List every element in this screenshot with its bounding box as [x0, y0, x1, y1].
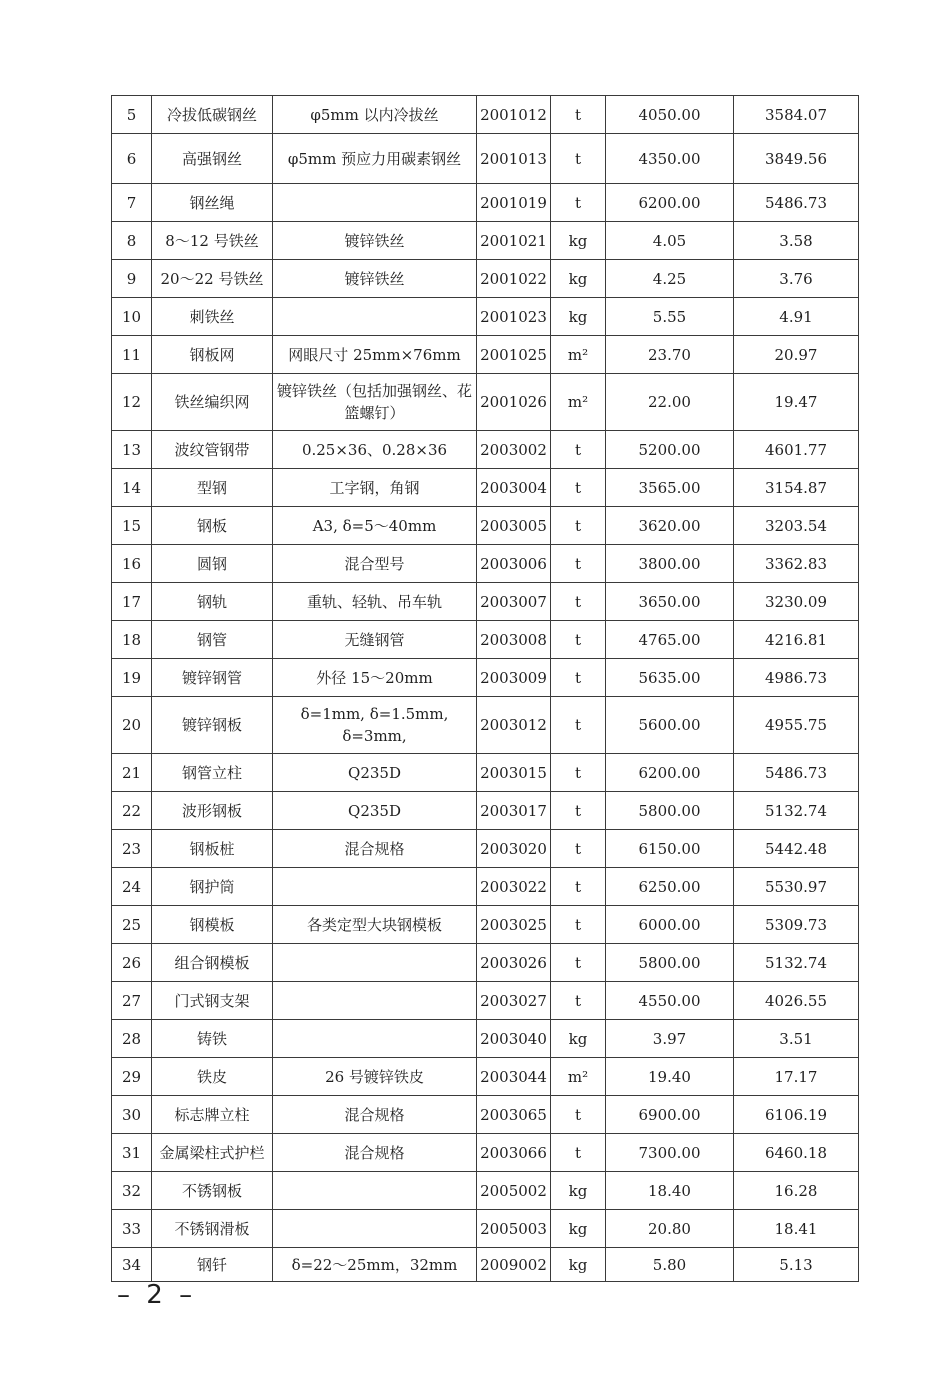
material-code-cell: 2001019 [477, 184, 551, 222]
material-spec-cell: φ5mm 预应力用碳素钢丝 [273, 134, 477, 184]
material-code-cell: 2003022 [477, 868, 551, 906]
price-excl-tax-cell: 4216.81 [734, 621, 859, 659]
price-excl-tax-cell: 5530.97 [734, 868, 859, 906]
table-row [112, 944, 859, 982]
price-excl-tax-cell: 6106.19 [734, 1096, 859, 1134]
price-incl-tax-cell: 6200.00 [606, 754, 734, 792]
material-name-cell: 铁丝编织网 [152, 374, 273, 431]
table-row [112, 1134, 859, 1172]
material-name-cell: 钢板 [152, 507, 273, 545]
table-body [112, 96, 859, 1282]
row-number-cell: 26 [112, 944, 152, 982]
material-spec-cell [273, 1210, 477, 1248]
price-excl-tax-cell: 19.47 [734, 374, 859, 431]
material-code-cell: 2001023 [477, 298, 551, 336]
row-number-cell: 17 [112, 583, 152, 621]
material-name-cell: 金属梁柱式护栏 [152, 1134, 273, 1172]
table-row [112, 374, 859, 431]
unit-cell: t [551, 1096, 606, 1134]
material-name-cell: 镀锌钢板 [152, 697, 273, 754]
price-excl-tax-cell: 5486.73 [734, 754, 859, 792]
material-code-cell: 2001013 [477, 134, 551, 184]
row-number-cell: 19 [112, 659, 152, 697]
row-number-cell: 16 [112, 545, 152, 583]
material-name-cell: 镀锌钢管 [152, 659, 273, 697]
material-name-cell: 20～22 号铁丝 [152, 260, 273, 298]
material-spec-cell: 混合型号 [273, 545, 477, 583]
unit-cell: kg [551, 1248, 606, 1282]
material-code-cell: 2005002 [477, 1172, 551, 1210]
unit-cell: t [551, 754, 606, 792]
price-incl-tax-cell: 6000.00 [606, 906, 734, 944]
material-spec-cell: 无缝钢管 [273, 621, 477, 659]
table-row [112, 545, 859, 583]
material-spec-cell: 混合规格 [273, 830, 477, 868]
table-row [112, 336, 859, 374]
material-spec-cell: 混合规格 [273, 1134, 477, 1172]
table-row [112, 697, 859, 754]
material-name-cell: 钢板桩 [152, 830, 273, 868]
price-incl-tax-cell: 3800.00 [606, 545, 734, 583]
table-row [112, 1248, 859, 1282]
material-code-cell: 2003008 [477, 621, 551, 659]
material-name-cell: 钢管立柱 [152, 754, 273, 792]
table-row [112, 621, 859, 659]
material-spec-cell [273, 944, 477, 982]
table-row [112, 659, 859, 697]
material-code-cell: 2001026 [477, 374, 551, 431]
row-number-cell: 14 [112, 469, 152, 507]
unit-cell: t [551, 545, 606, 583]
material-name-cell: 冷拔低碳钢丝 [152, 96, 273, 134]
row-number-cell: 23 [112, 830, 152, 868]
row-number-cell: 11 [112, 336, 152, 374]
material-spec-cell: Q235D [273, 792, 477, 830]
row-number-cell: 5 [112, 96, 152, 134]
material-code-cell: 2003009 [477, 659, 551, 697]
material-name-cell: 标志牌立柱 [152, 1096, 273, 1134]
row-number-cell: 25 [112, 906, 152, 944]
material-spec-cell: 工字钢，角钢 [273, 469, 477, 507]
row-number-cell: 7 [112, 184, 152, 222]
unit-cell: t [551, 469, 606, 507]
material-spec-cell: 镀锌铁丝 [273, 222, 477, 260]
unit-cell: kg [551, 260, 606, 298]
material-code-cell: 2003002 [477, 431, 551, 469]
price-incl-tax-cell: 18.40 [606, 1172, 734, 1210]
material-code-cell: 2003044 [477, 1058, 551, 1096]
price-excl-tax-cell: 5132.74 [734, 944, 859, 982]
price-excl-tax-cell: 3362.83 [734, 545, 859, 583]
price-incl-tax-cell: 6150.00 [606, 830, 734, 868]
material-spec-cell: 0.25×36、0.28×36 [273, 431, 477, 469]
unit-cell: t [551, 583, 606, 621]
unit-cell: kg [551, 1020, 606, 1058]
table-row [112, 431, 859, 469]
material-code-cell: 2003006 [477, 545, 551, 583]
row-number-cell: 8 [112, 222, 152, 260]
material-code-cell: 2001022 [477, 260, 551, 298]
price-excl-tax-cell: 6460.18 [734, 1134, 859, 1172]
row-number-cell: 27 [112, 982, 152, 1020]
row-number-cell: 32 [112, 1172, 152, 1210]
price-incl-tax-cell: 23.70 [606, 336, 734, 374]
price-incl-tax-cell: 3565.00 [606, 469, 734, 507]
material-code-cell: 2003065 [477, 1096, 551, 1134]
price-incl-tax-cell: 5200.00 [606, 431, 734, 469]
price-excl-tax-cell: 4955.75 [734, 697, 859, 754]
material-name-cell: 钢管 [152, 621, 273, 659]
material-code-cell: 2003066 [477, 1134, 551, 1172]
material-code-cell: 2001012 [477, 96, 551, 134]
row-number-cell: 18 [112, 621, 152, 659]
price-incl-tax-cell: 5.80 [606, 1248, 734, 1282]
material-name-cell: 波纹管钢带 [152, 431, 273, 469]
material-code-cell: 2005003 [477, 1210, 551, 1248]
row-number-cell: 29 [112, 1058, 152, 1096]
row-number-cell: 28 [112, 1020, 152, 1058]
material-price-table [111, 95, 859, 1282]
unit-cell: t [551, 96, 606, 134]
price-excl-tax-cell: 3203.54 [734, 507, 859, 545]
price-incl-tax-cell: 4350.00 [606, 134, 734, 184]
material-name-cell: 钢钎 [152, 1248, 273, 1282]
material-spec-cell [273, 184, 477, 222]
price-excl-tax-cell: 4.91 [734, 298, 859, 336]
table-row [112, 1172, 859, 1210]
material-spec-cell [273, 298, 477, 336]
price-incl-tax-cell: 7300.00 [606, 1134, 734, 1172]
price-excl-tax-cell: 3.76 [734, 260, 859, 298]
table-row [112, 982, 859, 1020]
material-spec-cell: 镀锌铁丝（包括加强钢丝、花篮螺钉） [273, 374, 477, 431]
table-row [112, 1058, 859, 1096]
price-excl-tax-cell: 20.97 [734, 336, 859, 374]
material-name-cell: 圆钢 [152, 545, 273, 583]
price-incl-tax-cell: 19.40 [606, 1058, 734, 1096]
material-code-cell: 2003027 [477, 982, 551, 1020]
material-spec-cell [273, 1020, 477, 1058]
price-incl-tax-cell: 5800.00 [606, 792, 734, 830]
table-row [112, 583, 859, 621]
price-excl-tax-cell: 5309.73 [734, 906, 859, 944]
material-spec-cell: 各类定型大块钢模板 [273, 906, 477, 944]
unit-cell: t [551, 621, 606, 659]
material-spec-cell [273, 868, 477, 906]
price-excl-tax-cell: 5442.48 [734, 830, 859, 868]
unit-cell: t [551, 944, 606, 982]
unit-cell: t [551, 830, 606, 868]
material-spec-cell: 镀锌铁丝 [273, 260, 477, 298]
unit-cell: t [551, 507, 606, 545]
row-number-cell: 15 [112, 507, 152, 545]
table-row [112, 260, 859, 298]
table-row [112, 792, 859, 830]
table-row [112, 1210, 859, 1248]
price-excl-tax-cell: 4026.55 [734, 982, 859, 1020]
table-row [112, 222, 859, 260]
row-number-cell: 6 [112, 134, 152, 184]
material-spec-cell [273, 982, 477, 1020]
material-name-cell: 8～12 号铁丝 [152, 222, 273, 260]
row-number-cell: 33 [112, 1210, 152, 1248]
unit-cell: t [551, 659, 606, 697]
price-incl-tax-cell: 5.55 [606, 298, 734, 336]
material-spec-cell [273, 1172, 477, 1210]
price-excl-tax-cell: 5132.74 [734, 792, 859, 830]
price-incl-tax-cell: 6250.00 [606, 868, 734, 906]
unit-cell: kg [551, 1210, 606, 1248]
unit-cell: t [551, 134, 606, 184]
price-excl-tax-cell: 4986.73 [734, 659, 859, 697]
price-incl-tax-cell: 4.25 [606, 260, 734, 298]
price-incl-tax-cell: 5600.00 [606, 697, 734, 754]
material-code-cell: 2003015 [477, 754, 551, 792]
price-excl-tax-cell: 3154.87 [734, 469, 859, 507]
table-row [112, 906, 859, 944]
material-spec-cell: A3, δ=5～40mm [273, 507, 477, 545]
unit-cell: t [551, 1134, 606, 1172]
price-incl-tax-cell: 4050.00 [606, 96, 734, 134]
unit-cell: t [551, 431, 606, 469]
price-incl-tax-cell: 20.80 [606, 1210, 734, 1248]
unit-cell: t [551, 184, 606, 222]
price-incl-tax-cell: 4550.00 [606, 982, 734, 1020]
material-code-cell: 2003026 [477, 944, 551, 982]
unit-cell: m² [551, 336, 606, 374]
price-incl-tax-cell: 6200.00 [606, 184, 734, 222]
material-name-cell: 钢模板 [152, 906, 273, 944]
unit-cell: t [551, 792, 606, 830]
unit-cell: kg [551, 1172, 606, 1210]
material-code-cell: 2003004 [477, 469, 551, 507]
table-row [112, 184, 859, 222]
material-code-cell: 2003017 [477, 792, 551, 830]
row-number-cell: 30 [112, 1096, 152, 1134]
unit-cell: m² [551, 1058, 606, 1096]
price-incl-tax-cell: 3650.00 [606, 583, 734, 621]
row-number-cell: 20 [112, 697, 152, 754]
price-excl-tax-cell: 16.28 [734, 1172, 859, 1210]
material-code-cell: 2003012 [477, 697, 551, 754]
material-code-cell: 2001021 [477, 222, 551, 260]
row-number-cell: 24 [112, 868, 152, 906]
price-incl-tax-cell: 22.00 [606, 374, 734, 431]
price-incl-tax-cell: 5635.00 [606, 659, 734, 697]
price-excl-tax-cell: 3849.56 [734, 134, 859, 184]
price-excl-tax-cell: 5486.73 [734, 184, 859, 222]
table-row [112, 134, 859, 184]
price-excl-tax-cell: 3584.07 [734, 96, 859, 134]
row-number-cell: 22 [112, 792, 152, 830]
material-spec-cell: δ=22～25mm，32mm [273, 1248, 477, 1282]
material-code-cell: 2001025 [477, 336, 551, 374]
material-name-cell: 高强钢丝 [152, 134, 273, 184]
material-name-cell: 钢丝绳 [152, 184, 273, 222]
material-code-cell: 2003020 [477, 830, 551, 868]
row-number-cell: 13 [112, 431, 152, 469]
row-number-cell: 31 [112, 1134, 152, 1172]
unit-cell: m² [551, 374, 606, 431]
row-number-cell: 9 [112, 260, 152, 298]
price-incl-tax-cell: 5800.00 [606, 944, 734, 982]
material-name-cell: 铸铁 [152, 1020, 273, 1058]
price-excl-tax-cell: 3.58 [734, 222, 859, 260]
row-number-cell: 21 [112, 754, 152, 792]
material-spec-cell: Q235D [273, 754, 477, 792]
material-code-cell: 2003025 [477, 906, 551, 944]
material-spec-cell: 重轨、轻轨、吊车轨 [273, 583, 477, 621]
price-excl-tax-cell: 3230.09 [734, 583, 859, 621]
material-code-cell: 2003007 [477, 583, 551, 621]
price-incl-tax-cell: 3.97 [606, 1020, 734, 1058]
price-excl-tax-cell: 18.41 [734, 1210, 859, 1248]
material-name-cell: 铁皮 [152, 1058, 273, 1096]
table-row [112, 830, 859, 868]
price-incl-tax-cell: 6900.00 [606, 1096, 734, 1134]
material-spec-cell: φ5mm 以内冷拔丝 [273, 96, 477, 134]
page-number: – 2 – [117, 1280, 197, 1310]
material-spec-cell: 网眼尺寸 25mm×76mm [273, 336, 477, 374]
price-excl-tax-cell: 3.51 [734, 1020, 859, 1058]
table-row [112, 1020, 859, 1058]
material-name-cell: 波形钢板 [152, 792, 273, 830]
material-name-cell: 组合钢模板 [152, 944, 273, 982]
material-spec-cell: 26 号镀锌铁皮 [273, 1058, 477, 1096]
price-incl-tax-cell: 4765.00 [606, 621, 734, 659]
row-number-cell: 12 [112, 374, 152, 431]
material-name-cell: 刺铁丝 [152, 298, 273, 336]
material-name-cell: 钢轨 [152, 583, 273, 621]
table-row [112, 469, 859, 507]
row-number-cell: 10 [112, 298, 152, 336]
material-code-cell: 2009002 [477, 1248, 551, 1282]
price-excl-tax-cell: 17.17 [734, 1058, 859, 1096]
unit-cell: kg [551, 222, 606, 260]
table-row [112, 96, 859, 134]
unit-cell: t [551, 982, 606, 1020]
table-row [112, 754, 859, 792]
material-spec-cell: 混合规格 [273, 1096, 477, 1134]
unit-cell: t [551, 868, 606, 906]
material-name-cell: 型钢 [152, 469, 273, 507]
price-incl-tax-cell: 4.05 [606, 222, 734, 260]
unit-cell: t [551, 697, 606, 754]
material-name-cell: 钢板网 [152, 336, 273, 374]
table-row [112, 868, 859, 906]
row-number-cell: 34 [112, 1248, 152, 1282]
table-row [112, 1096, 859, 1134]
price-incl-tax-cell: 3620.00 [606, 507, 734, 545]
unit-cell: t [551, 906, 606, 944]
material-name-cell: 门式钢支架 [152, 982, 273, 1020]
table-row [112, 298, 859, 336]
material-name-cell: 不锈钢板 [152, 1172, 273, 1210]
unit-cell: kg [551, 298, 606, 336]
material-name-cell: 钢护筒 [152, 868, 273, 906]
table-row [112, 507, 859, 545]
price-excl-tax-cell: 4601.77 [734, 431, 859, 469]
material-code-cell: 2003005 [477, 507, 551, 545]
price-excl-tax-cell: 5.13 [734, 1248, 859, 1282]
material-spec-cell: 外径 15～20mm [273, 659, 477, 697]
material-spec-cell: δ=1mm, δ=1.5mm, δ=3mm, [273, 697, 477, 754]
material-code-cell: 2003040 [477, 1020, 551, 1058]
material-name-cell: 不锈钢滑板 [152, 1210, 273, 1248]
